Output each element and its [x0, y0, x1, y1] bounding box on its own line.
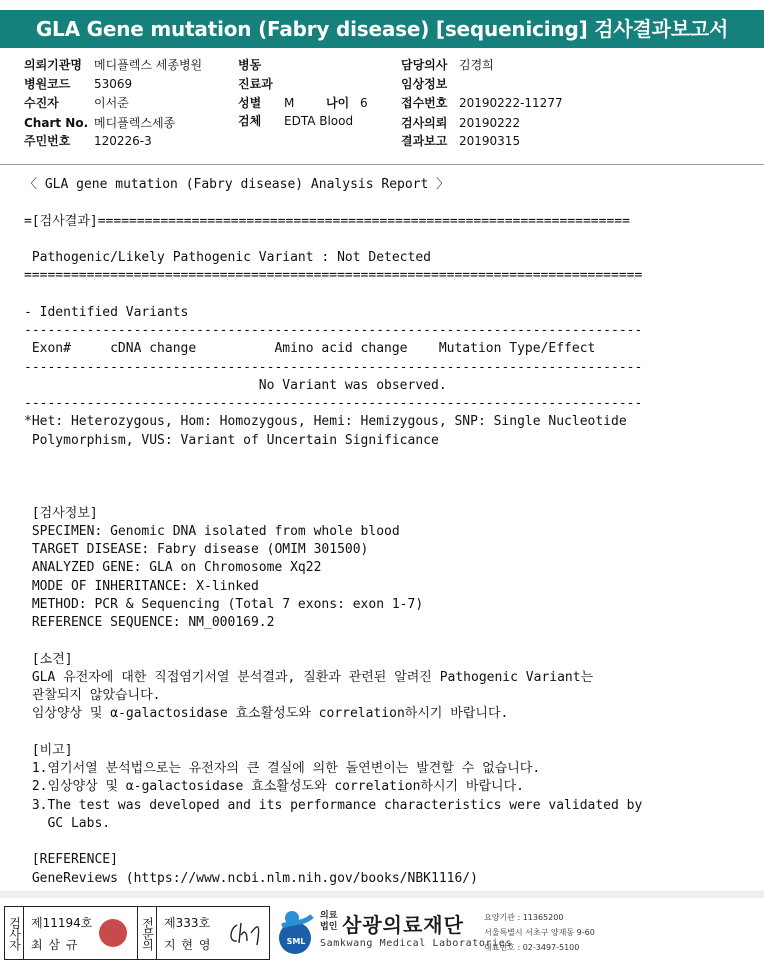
report-line — [24, 450, 744, 468]
report-line: No Variant was observed. — [24, 377, 447, 393]
report-title: GLA Gene mutation (Fabry disease) [sequenicing] 검사결과보고서 — [0, 10, 764, 48]
reviewer-signature-icon — [227, 919, 263, 949]
header-value: 메디플렉스 세종병원 — [94, 58, 203, 72]
report-line: GLA 유전자에 대한 직접염기서열 분석결과, 질환과 관련된 알려진 Pathogenic Variant는 — [24, 669, 594, 685]
report-line: SPECIMEN: Genomic DNA isolated from whole blood — [24, 523, 400, 539]
patient-header — [0, 48, 764, 164]
report-line: Polymorphism, VUS: Variant of Uncertain Significance — [24, 432, 439, 448]
header-value: M — [284, 96, 295, 110]
report-line: [REFERENCE] — [24, 852, 118, 868]
report-line: ------------------------------------------------------------------------------- — [24, 396, 643, 411]
age-value: 6 — [360, 96, 368, 110]
header-label: 수진자 — [24, 96, 59, 110]
org-english-name: Samkwang Medical Laboratories — [320, 938, 512, 949]
report-line — [24, 194, 744, 212]
header-value: EDTA Blood — [284, 114, 354, 128]
report-line: GeneReviews (https://www.ncbi.nlm.nih.gov/books/NBK1116/) — [24, 870, 478, 886]
report-line: [비고] — [24, 742, 73, 758]
header-row — [24, 114, 175, 132]
header-row — [401, 132, 520, 150]
report-line: MODE OF INHERITANCE: X-linked — [24, 578, 259, 594]
age-label: 나이 — [326, 96, 350, 110]
report-line: =[검사결과]==================================================================== — [24, 213, 630, 229]
reviewer-label-cell — [137, 907, 157, 959]
header-value: 20190315 — [459, 134, 521, 148]
report-line: ------------------------------------------------------------------------------- — [24, 359, 643, 375]
header-value: 120226-3 — [94, 134, 152, 148]
header-row — [238, 94, 368, 112]
header-label: Chart No. — [24, 116, 89, 130]
report-line: 임상양상 및 α-galactosidase 효소활성도와 correlation하시기 바랍니다. — [24, 706, 509, 722]
header-value: 이서준 — [94, 96, 129, 110]
header-row — [401, 114, 520, 132]
header-row — [238, 112, 353, 130]
sml-logo-icon — [272, 908, 318, 956]
header-label: 검체 — [238, 114, 262, 128]
report-body — [24, 176, 744, 888]
header-row — [401, 94, 563, 112]
report-line: - Identified Variants — [24, 304, 189, 320]
org-phone: 대표번호 : 02-3497-5100 — [484, 943, 580, 952]
examiner-license: 제11194호 — [31, 916, 93, 930]
report-line: 관찰되지 않았습니다. — [24, 688, 161, 703]
header-label: 주민번호 — [24, 134, 71, 148]
report-line: GC Labs. — [24, 815, 111, 831]
header-divider — [0, 164, 764, 165]
examiner-label: 검사자 — [7, 916, 22, 950]
header-value: 메디플렉스세종 — [94, 116, 176, 130]
header-label: 임상정보 — [401, 77, 448, 91]
reviewer-name: 지 현 영 — [164, 938, 212, 952]
header-row — [238, 56, 284, 74]
header-row — [24, 75, 132, 93]
report-line — [24, 486, 744, 504]
report-line: REFERENCE SEQUENCE: NM_000169.2 — [24, 615, 275, 630]
header-row — [24, 94, 129, 112]
report-line — [24, 231, 744, 249]
report-line: METHOD: PCR & Sequencing (Total 7 exons: exon 1-7) — [24, 596, 424, 612]
examiner-label-cell — [5, 907, 24, 959]
reviewer-license: 제333호 — [164, 916, 211, 930]
org-name: 삼광의료재단 — [342, 913, 464, 937]
report-line: 1.염기서열 분석법으로는 유전자의 큰 결실에 의한 돌연변이는 발견할 수 없습니다. — [24, 761, 541, 776]
header-value: 20190222 — [459, 116, 521, 130]
report-line — [24, 286, 744, 304]
header-label: 검사의뢰 — [401, 116, 448, 130]
report-line: *Het: Heterozygous, Hom: Homozygous, Hemi: Hemizygous, SNP: Single Nucleotide — [24, 414, 627, 430]
report-line: 〈 GLA gene mutation (Fabry disease) Analysis Report 〉 — [24, 177, 450, 192]
report-line: Exon# cDNA change Amino acid change Mutation Type/Effect — [24, 341, 596, 357]
institution-code: 요양기관 : 11365200 — [484, 913, 564, 922]
report-line: =============================================================================== — [24, 268, 643, 284]
report-line — [24, 632, 744, 650]
header-value: 53069 — [94, 77, 133, 91]
lab-logo-area — [272, 906, 752, 958]
header-label: 의뢰기관명 — [24, 58, 82, 72]
signature-box — [4, 906, 270, 960]
report-line: 3.The test was developed and its performance characteristics were validated by — [24, 797, 643, 813]
report-line: 2.임상양상 및 α-galactosidase 효소활성도와 correlation하시기 바랍니다. — [24, 779, 524, 795]
report-line — [24, 833, 744, 851]
header-row — [238, 75, 284, 93]
report-line: ------------------------------------------------------------------------------- — [24, 323, 643, 338]
header-label: 성별 — [238, 96, 262, 110]
examiner-name: 최 삼 규 — [31, 938, 79, 952]
examiner-seal-icon — [99, 919, 127, 947]
org-type: 의료법인 — [320, 911, 338, 932]
header-value: 김경희 — [459, 58, 494, 72]
header-label: 결과보고 — [401, 134, 448, 148]
reviewer-label: 전문의 — [140, 916, 155, 950]
signature-footer — [0, 898, 764, 972]
header-value: 20190222-11277 — [459, 96, 563, 110]
header-label: 진료과 — [238, 77, 273, 91]
logo-sml-text: SML — [286, 937, 306, 946]
report-line: ANALYZED GENE: GLA on Chromosome Xq22 — [24, 560, 322, 576]
header-label: 담당의사 — [401, 58, 448, 72]
header-row — [24, 132, 152, 150]
report-line — [24, 724, 744, 742]
report-line: TARGET DISEASE: Fabry disease (OMIM 301500) — [24, 542, 369, 557]
header-row — [24, 56, 202, 74]
org-address: 서울특별시 서초구 양재동 9-60 — [484, 928, 595, 937]
header-row — [401, 56, 494, 74]
header-label: 접수번호 — [401, 96, 448, 110]
header-row — [401, 75, 459, 93]
report-line: Pathogenic/Likely Pathogenic Variant : Not Detected — [24, 250, 431, 265]
report-line — [24, 468, 744, 486]
report-line: [소견] — [24, 651, 73, 667]
header-label: 병동 — [238, 58, 262, 72]
report-line: [검사정보] — [24, 505, 98, 521]
header-label: 병원코드 — [24, 77, 71, 91]
